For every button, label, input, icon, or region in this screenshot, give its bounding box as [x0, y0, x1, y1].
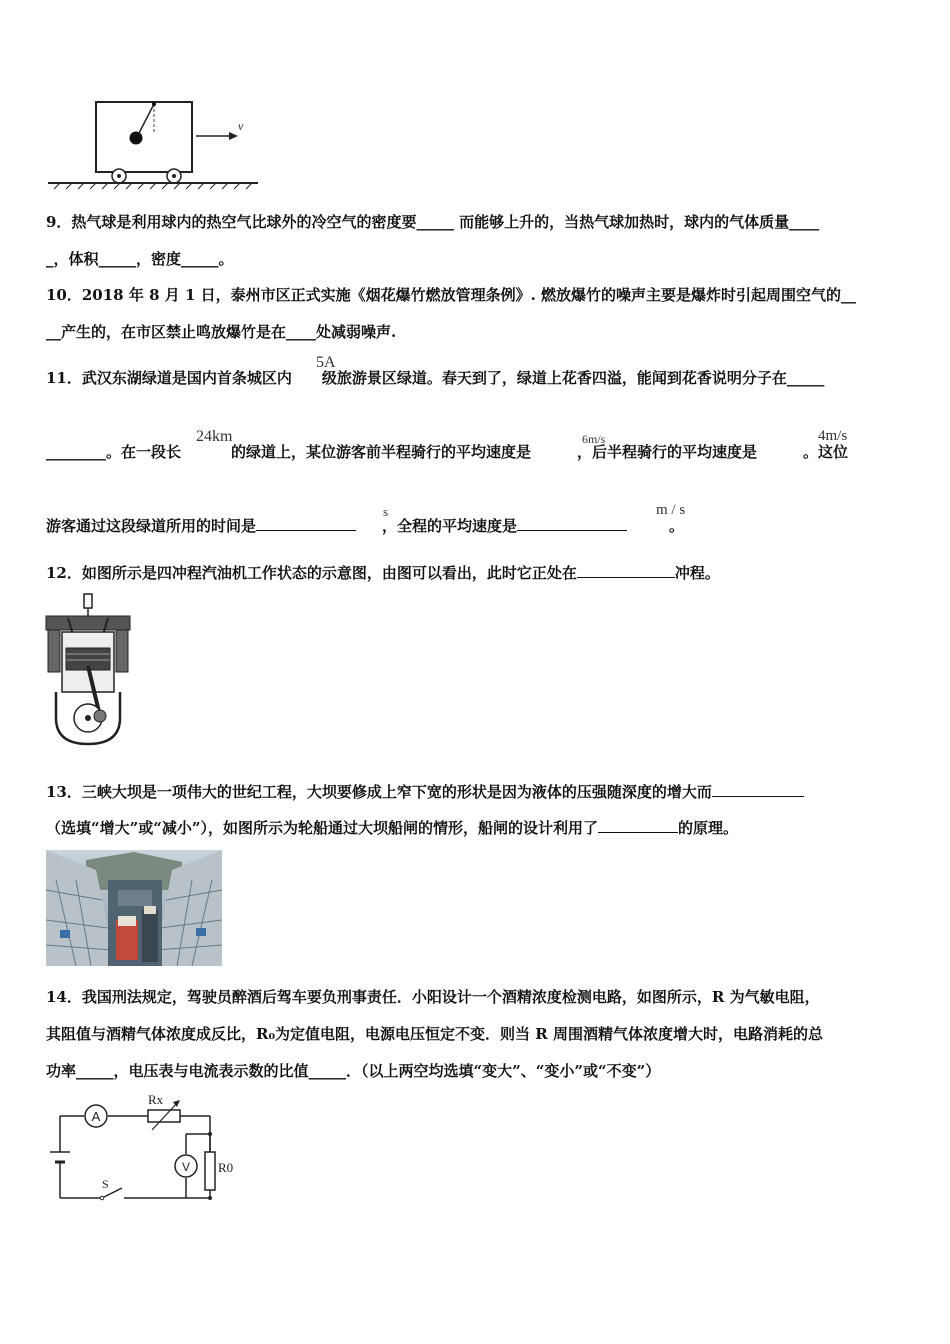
- q11-5a-label: 5A: [316, 354, 336, 371]
- q14-line2: 其阻值与酒精气体浓度成反比，R₀为定值电阻，电源电压恒定不变．则当 R 周围酒精气体浓度增大时，电路消耗的总: [46, 1025, 823, 1043]
- alcohol-detector-circuit: [44, 1090, 254, 1210]
- q11-24km-label: 24km: [196, 428, 233, 445]
- q9-line1: 9．热气球是利用球内的热空气比球外的冷空气的密度要_____ 而能够上升的，当热气球加热时，球内的气体质量____: [46, 213, 820, 231]
- q11-line1-pre: 11．武汉东湖绿道是国内首条城区内: [46, 369, 292, 387]
- q11-ms-unit: m / s: [656, 502, 686, 518]
- q11-line3: 游客通过这段绿道所用的时间是 ，全程的平均速度是 。: [46, 517, 685, 535]
- q11-line2: ________。在一段长 的绿道上，某位游客前半程骑行的平均速度是 ，后半程骑行的平均速度是 。这位: [46, 443, 849, 461]
- q9-line2: _，体积_____，密度_____。: [46, 250, 234, 268]
- pendulum-string: [137, 104, 154, 137]
- q11-time-blank: [256, 516, 356, 531]
- pendulum-ball: [130, 132, 143, 145]
- ammeter-label: A: [91, 1109, 101, 1124]
- q11-4ms-label: 4m/s: [818, 428, 848, 444]
- q12-stroke-blank: [577, 563, 675, 578]
- voltmeter-label: V: [181, 1160, 191, 1174]
- pendulum-pivot: [152, 102, 156, 106]
- q10-line1: 10．2018 年 8 月 1 日，泰州市区正式实施《烟花爆竹燃放管理条例》. 燃放爆竹的噪声主要是爆炸时引起周围空气的__: [46, 286, 857, 304]
- q10-line2: __产生的，在市区禁止鸣放爆竹是在____处减弱噪声.: [46, 323, 397, 341]
- gas-resistor-rx: [148, 1110, 180, 1122]
- spark-plug: [84, 594, 92, 608]
- velocity-label: v: [238, 119, 244, 133]
- q11-s-unit: s: [383, 504, 389, 519]
- switch-label: S: [102, 1177, 109, 1191]
- fixed-resistor-r0: [205, 1152, 215, 1190]
- rx-label: Rx: [148, 1092, 164, 1107]
- q14-line3: 功率_____，电压表与电流表示数的比值_____．（以上两空均选填“变大”、“变小”或“不变”）: [46, 1062, 661, 1080]
- q13-line2: （选填“增大”或“减小”），如图所示为轮船通过大坝船闸的情形，船闸的设计利用了 的原理。: [46, 819, 739, 837]
- q14-line1: 14．我国刑法规定，驾驶员醉酒后驾车要负刑事责任．小阳设计一个酒精浓度检测电路，如图所示，R 为气敏电阻，: [46, 988, 820, 1006]
- cart-body: [96, 102, 192, 172]
- cart-pendulum-figure: [44, 92, 264, 190]
- q12-line1: 12．如图所示是四冲程汽油机工作状态的示意图，由图可以看出，此时它正处在 冲程。: [46, 564, 720, 582]
- q11-line2-blank: ________: [46, 443, 106, 461]
- engine-cylinder-figure: [44, 592, 134, 748]
- ship-2: [142, 910, 158, 962]
- q11-speed-blank: [517, 516, 627, 531]
- q11-6ms-label: 6m/s: [582, 432, 606, 446]
- q11-line1: [46, 368, 824, 388]
- q11-line1-post: 级旅游景区绿道。春天到了，绿道上花香四溢，能闻到花香说明分子在_____: [321, 369, 825, 387]
- q13-pressure-blank: [712, 782, 804, 797]
- cylinder-head: [46, 616, 130, 630]
- q13-line1: 13．三峡大坝是一项伟大的世纪工程，大坝要修成上窄下宽的形状是因为液体的压强随深度的增大而: [46, 782, 804, 802]
- q13-principle-blank: [598, 818, 678, 833]
- ship-lock-photo: [46, 850, 222, 966]
- r0-label: R0: [218, 1160, 234, 1175]
